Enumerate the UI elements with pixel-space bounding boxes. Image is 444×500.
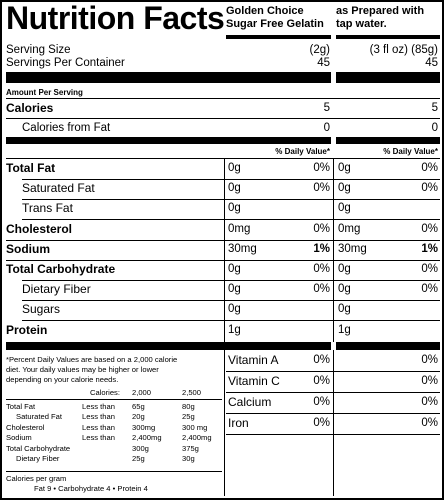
col2-heading-line1: as Prepared with bbox=[336, 5, 425, 17]
footnote-table-header: 2,500 bbox=[182, 388, 202, 397]
nutrient-amount-col2: 1g bbox=[338, 324, 351, 336]
serving-size-col2: (3 fl oz) (85g) bbox=[369, 44, 438, 56]
nutrient-dv-col2: 0% bbox=[421, 283, 438, 295]
servings-per-container-col2: 45 bbox=[425, 57, 438, 69]
nutrient-dv-col1: 0% bbox=[313, 162, 330, 174]
nutrient-amount-col1: 0g bbox=[228, 263, 241, 275]
vitamin-row-rule bbox=[226, 371, 440, 372]
nutrient-amount-col2: 0g bbox=[338, 202, 351, 214]
nutrient-label: Sugars bbox=[22, 302, 61, 316]
vitamin-dv-col2: 0% bbox=[421, 354, 438, 366]
nutrient-amount-col2: 0g bbox=[338, 162, 351, 174]
dv-header-col2: % Daily Value* bbox=[383, 147, 438, 156]
vitamin-dv-col1: 0% bbox=[313, 396, 330, 408]
nutrient-dv-col1: 0% bbox=[313, 182, 330, 194]
label-title: Nutrition Facts bbox=[6, 0, 225, 36]
nutrient-amount-col1: 0g bbox=[228, 182, 241, 194]
rule-amount bbox=[6, 98, 440, 99]
nutrient-row-rule bbox=[22, 219, 440, 220]
footnote-table-cell: 25g bbox=[182, 412, 195, 421]
vitamin-dv-col1: 0% bbox=[313, 354, 330, 366]
nutrient-label: Protein bbox=[6, 323, 48, 337]
footnote-line-3: depending on your calorie needs. bbox=[6, 375, 119, 384]
col1-heading-rule bbox=[226, 35, 331, 39]
nutrient-dv-col2: 0% bbox=[421, 162, 438, 174]
medium-rule bbox=[6, 137, 440, 144]
nutrient-dv-col1: 1% bbox=[313, 243, 330, 255]
nutrient-label: Cholesterol bbox=[6, 222, 73, 236]
nutrient-dv-col1: 0% bbox=[313, 283, 330, 295]
footnote-table-cell: 300 mg bbox=[182, 423, 208, 432]
nutrient-row-rule bbox=[22, 199, 440, 200]
footnote-table-cell: 80g bbox=[182, 402, 195, 411]
footnote-table-header: 2,000 bbox=[132, 388, 152, 397]
serving-size-label: Serving Size bbox=[6, 44, 71, 56]
nutrient-amount-col1: 30mg bbox=[228, 243, 257, 255]
nutrient-dv-col1: 0% bbox=[313, 263, 330, 275]
nutrient-row-rule bbox=[22, 300, 440, 301]
nutrient-dv-col2: 0% bbox=[421, 223, 438, 235]
nutrient-row-rule bbox=[22, 280, 440, 281]
footnote-table-cell: Less than bbox=[82, 402, 115, 411]
servings-per-container-col1: 45 bbox=[317, 57, 330, 69]
footnote-table-cell: 300g bbox=[132, 444, 149, 453]
footnote-table-cell: Total Carbohydrate bbox=[6, 444, 71, 453]
calories-per-gram-values: Fat 9 • Carbohydrate 4 • Protein 4 bbox=[34, 484, 148, 493]
nutrient-label: Dietary Fiber bbox=[22, 282, 91, 296]
medium-rule-gap bbox=[331, 137, 336, 144]
vitamin-label: Calcium bbox=[228, 395, 272, 409]
servings-per-container-label: Servings Per Container bbox=[6, 57, 125, 69]
footnote-table-cell: 300mg bbox=[132, 423, 156, 432]
vitamin-label: Vitamin C bbox=[228, 374, 280, 388]
nutrient-amount-col1: 0mg bbox=[228, 223, 251, 235]
footnote-line-1: *Percent Daily Values are based on a 2,000 calorie bbox=[6, 355, 178, 364]
nutrient-label: Trans Fat bbox=[22, 201, 73, 215]
footnote-table-cell: 65g bbox=[132, 402, 145, 411]
vitamins-separator-left bbox=[224, 350, 225, 496]
footnote-table-cell: 2,400mg bbox=[182, 433, 212, 442]
footnote-table-cell: 30g bbox=[182, 454, 195, 463]
calories-per-gram-label: Calories per gram bbox=[6, 474, 67, 483]
nutrient-dv-col2: 0% bbox=[421, 182, 438, 194]
serving-size-col1: (2g) bbox=[309, 44, 330, 56]
calories-from-fat-col2: 0 bbox=[431, 122, 438, 134]
footnote-table-cell: Dietary Fiber bbox=[16, 454, 60, 463]
footnote-table-cell: Saturated Fat bbox=[16, 412, 63, 421]
footnote-table-cell: 375g bbox=[182, 444, 199, 453]
rule-dv-header bbox=[6, 158, 440, 159]
nutrient-label: Total Fat bbox=[6, 161, 56, 175]
footnote-table-cell: 2,400mg bbox=[132, 433, 162, 442]
nutrient-amount-col1: 0g bbox=[228, 283, 241, 295]
thick-rule-bottom-gap bbox=[331, 342, 336, 350]
col1-heading-line2: Sugar Free Gelatin bbox=[226, 18, 324, 30]
footnote-table-cell: Total Fat bbox=[6, 402, 36, 411]
nutrient-amount-col1: 1g bbox=[228, 324, 241, 336]
footnote-table-header: Calories: bbox=[90, 388, 120, 397]
nutrient-amount-col2: 0g bbox=[338, 303, 351, 315]
calories-col1: 5 bbox=[323, 102, 330, 114]
footnote-table-cell: Less than bbox=[82, 423, 115, 432]
amount-per-serving: Amount Per Serving bbox=[6, 88, 83, 97]
nutrient-amount-col1: 0g bbox=[228, 202, 241, 214]
nutrient-dv-col2: 1% bbox=[421, 243, 438, 255]
nutrient-amount-col2: 0g bbox=[338, 263, 351, 275]
nutrient-row-rule bbox=[6, 240, 440, 241]
thick-rule-gap1 bbox=[331, 72, 336, 83]
footnote-table-cell: 20g bbox=[132, 412, 145, 421]
nutrient-amount-col2: 30mg bbox=[338, 243, 367, 255]
nutrient-amount-col2: 0mg bbox=[338, 223, 361, 235]
footnote-table-cell: Less than bbox=[82, 433, 115, 442]
dv-header-col1: % Daily Value* bbox=[275, 147, 330, 156]
rule-cal-per-gram bbox=[6, 471, 222, 472]
footnote-table-cell: Less than bbox=[82, 412, 115, 421]
column-separator-mid bbox=[333, 158, 334, 342]
vitamin-label: Vitamin A bbox=[228, 353, 279, 367]
nutrient-row-rule bbox=[22, 320, 440, 321]
vitamin-dv-col1: 0% bbox=[313, 417, 330, 429]
vitamin-dv-col2: 0% bbox=[421, 417, 438, 429]
nutrient-dv-col2: 0% bbox=[421, 263, 438, 275]
calories-from-fat-label: Calories from Fat bbox=[22, 122, 111, 134]
column-separator-left bbox=[224, 158, 225, 342]
nutrient-dv-col1: 0% bbox=[313, 223, 330, 235]
nutrient-label: Total Carbohydrate bbox=[6, 262, 116, 276]
nutrient-amount-col1: 0g bbox=[228, 303, 241, 315]
col2-heading-rule bbox=[336, 35, 440, 39]
vitamin-row-rule bbox=[226, 392, 440, 393]
col2-heading-line2: tap water. bbox=[336, 18, 387, 30]
nutrient-label: Sodium bbox=[6, 242, 50, 256]
nutrient-row-rule bbox=[22, 179, 440, 180]
nutrient-label: Saturated Fat bbox=[22, 181, 95, 195]
footnote-table-cell: Sodium bbox=[6, 433, 32, 442]
nutrient-amount-col1: 0g bbox=[228, 162, 241, 174]
calories-col2: 5 bbox=[431, 102, 438, 114]
vitamin-row-rule bbox=[226, 434, 440, 435]
calories-from-fat-col1: 0 bbox=[323, 122, 330, 134]
thick-rule-bottom bbox=[6, 342, 440, 350]
thick-rule-top bbox=[6, 72, 440, 83]
calories-label: Calories bbox=[6, 101, 54, 115]
col1-heading-line1: Golden Choice bbox=[226, 5, 304, 17]
footnote-table-rule bbox=[6, 399, 222, 400]
nutrient-amount-col2: 0g bbox=[338, 283, 351, 295]
rule-calories bbox=[6, 118, 440, 119]
footnote-table-cell: 25g bbox=[132, 454, 145, 463]
vitamin-label: Iron bbox=[228, 416, 249, 430]
vitamin-dv-col1: 0% bbox=[313, 375, 330, 387]
vitamin-dv-col2: 0% bbox=[421, 396, 438, 408]
footnote-table-cell: Cholesterol bbox=[6, 423, 45, 432]
nutrient-row-rule bbox=[6, 260, 440, 261]
vitamin-row-rule bbox=[226, 413, 440, 414]
footnote-line-2: diet. Your daily values may be higher or lower bbox=[6, 365, 159, 374]
nutrient-amount-col2: 0g bbox=[338, 182, 351, 194]
vitamin-dv-col2: 0% bbox=[421, 375, 438, 387]
